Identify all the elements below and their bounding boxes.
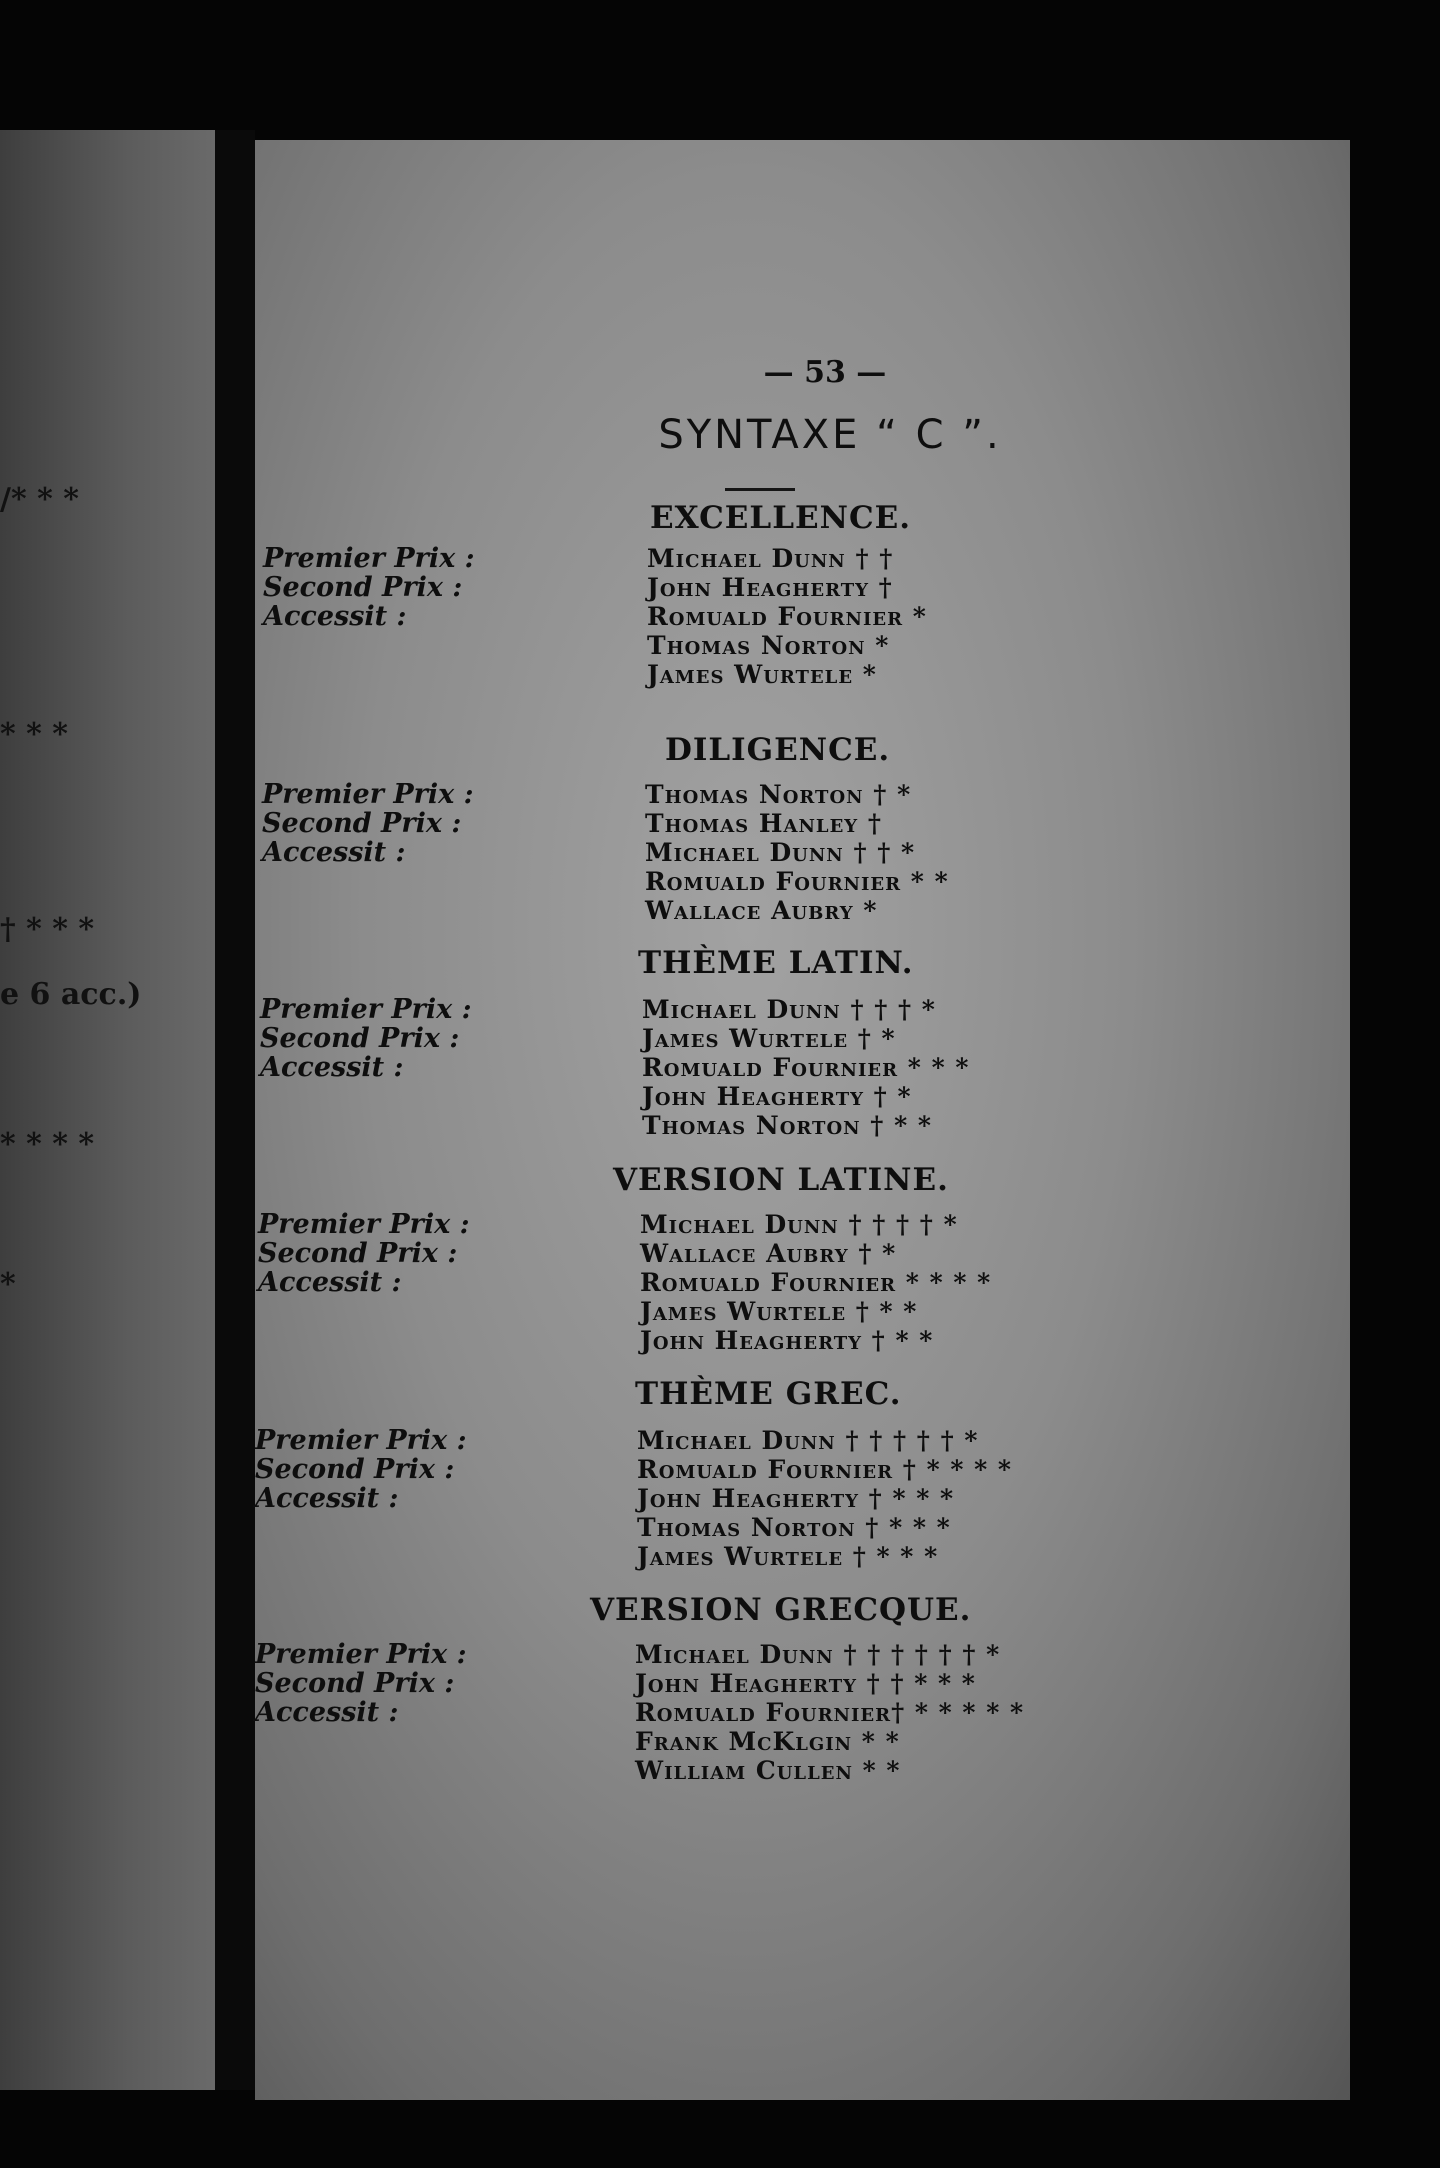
page-title: SYNTAXE “ C ”. (658, 412, 1002, 458)
winner-name: James Wurtele * (647, 660, 877, 689)
left-fragment: e 6 acc.) (0, 977, 142, 1012)
prize-label: Second Prix : (255, 1454, 455, 1485)
page-number: — 53 — (763, 355, 887, 390)
prize-label: Premier Prix : (263, 543, 475, 574)
prize-label: Second Prix : (258, 1238, 458, 1269)
book-gutter (215, 130, 255, 2090)
left-fragment: * * * (0, 717, 68, 752)
prize-winners (645, 780, 949, 925)
prize-labels (255, 1640, 467, 1727)
prize-label: Second Prix : (262, 808, 462, 839)
winner-name: John Heagherty † * * * (637, 1484, 955, 1513)
prize-label: Second Prix : (260, 1023, 460, 1054)
divider (725, 488, 795, 491)
section-heading: THÈME GREC. (635, 1376, 902, 1412)
winner-name: Romuald Fournier * * (645, 867, 949, 896)
prize-winners (640, 1210, 991, 1355)
winner-name: William Cullen * * (635, 1756, 901, 1785)
winner-name: Frank McKlgin * * (635, 1727, 900, 1756)
winner-name: Romuald Fournier * (647, 602, 927, 631)
prize-label: Accessit : (258, 1267, 402, 1298)
prize-label: Second Prix : (255, 1668, 455, 1699)
prize-labels (260, 995, 472, 1082)
prize-winners (637, 1426, 1012, 1571)
winner-name: Romuald Fournier † * * * * (637, 1455, 1012, 1484)
winner-name: Thomas Norton * (647, 631, 890, 660)
left-fragment: † * * * (0, 912, 95, 947)
winner-name: John Heagherty † † * * * (635, 1669, 976, 1698)
winner-name: Romuald Fournier * * * * (640, 1268, 992, 1297)
section-heading: EXCELLENCE. (650, 500, 912, 536)
prize-labels (262, 780, 474, 867)
prize-label: Premier Prix : (255, 1639, 467, 1670)
section-heading: THÈME LATIN. (638, 945, 914, 981)
winner-name: Michael Dunn † † † † * (640, 1210, 958, 1239)
prize-label: Premier Prix : (255, 1425, 467, 1456)
winner-name: John Heagherty † * (642, 1082, 912, 1111)
winner-name: James Wurtele † * * (640, 1297, 918, 1326)
winner-name: Michael Dunn † † (647, 544, 894, 573)
prize-winners (647, 544, 927, 689)
page (255, 140, 1350, 2100)
winner-name: Michael Dunn † † † † † * (637, 1426, 979, 1455)
winner-name: John Heagherty † * * (640, 1326, 934, 1355)
prize-label: Accessit : (255, 1697, 399, 1728)
prize-label: Premier Prix : (260, 994, 472, 1025)
prize-labels (255, 1426, 467, 1513)
previous-page (0, 130, 215, 2090)
winner-name: James Wurtele † * (642, 1024, 896, 1053)
winner-name: Thomas Norton † * * * (637, 1513, 951, 1542)
prize-label: Premier Prix : (258, 1209, 470, 1240)
prize-labels (258, 1210, 470, 1297)
section-heading: VERSION GRECQUE. (590, 1592, 972, 1628)
left-fragment: * * * * (0, 1127, 95, 1162)
prize-label: Accessit : (260, 1052, 404, 1083)
winner-name: Michael Dunn † † † † † † * (635, 1640, 1001, 1669)
winner-name: Romuald Fournier† * * * * * (635, 1698, 1025, 1727)
winner-name: Thomas Norton † * * (642, 1111, 932, 1140)
prize-label: Accessit : (263, 601, 407, 632)
section-heading: DILIGENCE. (665, 732, 891, 768)
winner-name: James Wurtele † * * * (637, 1542, 939, 1571)
prize-label: Accessit : (262, 837, 406, 868)
winner-name: Romuald Fournier * * * (642, 1053, 970, 1082)
winner-name: Thomas Norton † * (645, 780, 912, 809)
winner-name: Wallace Aubry † * (640, 1239, 897, 1268)
winner-name: John Heagherty † (647, 573, 893, 602)
left-fragment: /* * * (0, 482, 79, 517)
section-heading: VERSION LATINE. (613, 1162, 949, 1198)
left-fragment: * (0, 1267, 16, 1302)
prize-label: Second Prix : (263, 572, 463, 603)
winner-name: Thomas Hanley † (645, 809, 882, 838)
prize-label: Accessit : (255, 1483, 399, 1514)
prize-labels (263, 544, 475, 631)
prize-label: Premier Prix : (262, 779, 474, 810)
winner-name: Wallace Aubry * (645, 896, 878, 925)
prize-winners (642, 995, 969, 1140)
winner-name: Michael Dunn † † * (645, 838, 916, 867)
winner-name: Michael Dunn † † † * (642, 995, 936, 1024)
prize-winners (635, 1640, 1024, 1785)
